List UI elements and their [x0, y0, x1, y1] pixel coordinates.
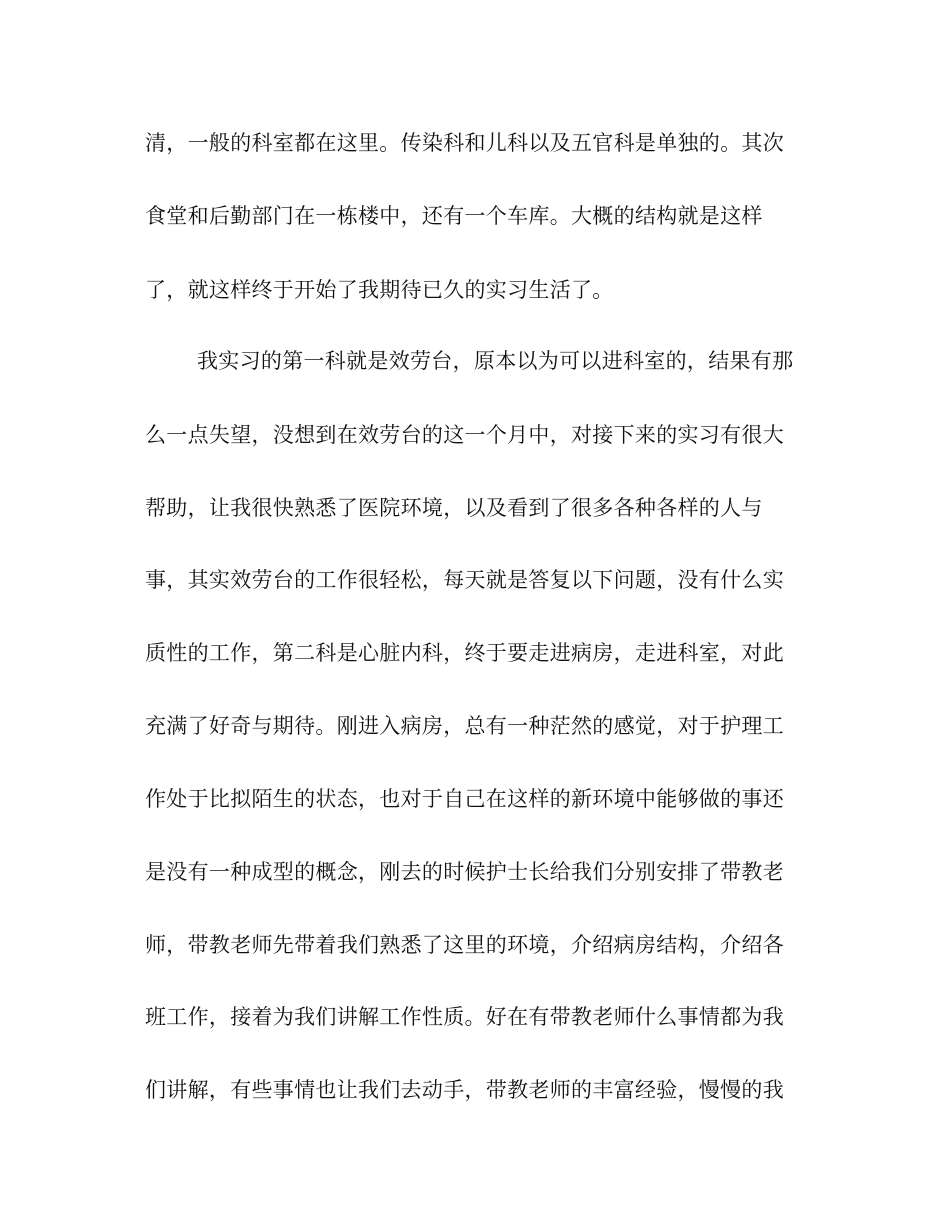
- text-line: 作处于比拟陌生的状态，也对于自己在这样的新环境中能够做的事还: [145, 787, 784, 811]
- text-line: 是没有一种成型的概念，刚去的时候护士长给我们分别安排了带教老: [145, 860, 784, 884]
- text-line: 班工作，接着为我们讲解工作性质。好在有带教老师什么事情都为我: [145, 1005, 784, 1029]
- text-line: 们讲解，有些事情也让我们去动手，带教老师的丰富经验，慢慢的我: [145, 1078, 784, 1102]
- text-line: 充满了好奇与期待。刚进入病房，总有一种茫然的感觉，对于护理工: [145, 714, 784, 738]
- text-line: 么一点失望，没想到在效劳台的这一个月中，对接下来的实习有很大: [145, 423, 784, 447]
- text-line: 事，其实效劳台的工作很轻松，每天就是答复以下问题，没有什么实: [145, 568, 784, 592]
- text-line: 了，就这样终于开始了我期待已久的实习生活了。: [145, 278, 614, 302]
- paragraph-first-line: 我实习的第一科就是效劳台，原本以为可以进科室的，结果有那: [197, 349, 794, 373]
- text-line: 清，一般的科室都在这里。传染科和儿科以及五官科是单独的。其次: [145, 131, 784, 155]
- text-line: 师，带教老师先带着我们熟悉了这里的环境，介绍病房结构，介绍各: [145, 933, 784, 957]
- text-line: 质性的工作，第二科是心脏内科，终于要走进病房，走进科室，对此: [145, 641, 784, 665]
- text-line: 食堂和后勤部门在一栋楼中，还有一个车库。大概的结构就是这样: [145, 204, 763, 228]
- text-line: 帮助，让我很快熟悉了医院环境，以及看到了很多各种各样的人与: [145, 496, 763, 520]
